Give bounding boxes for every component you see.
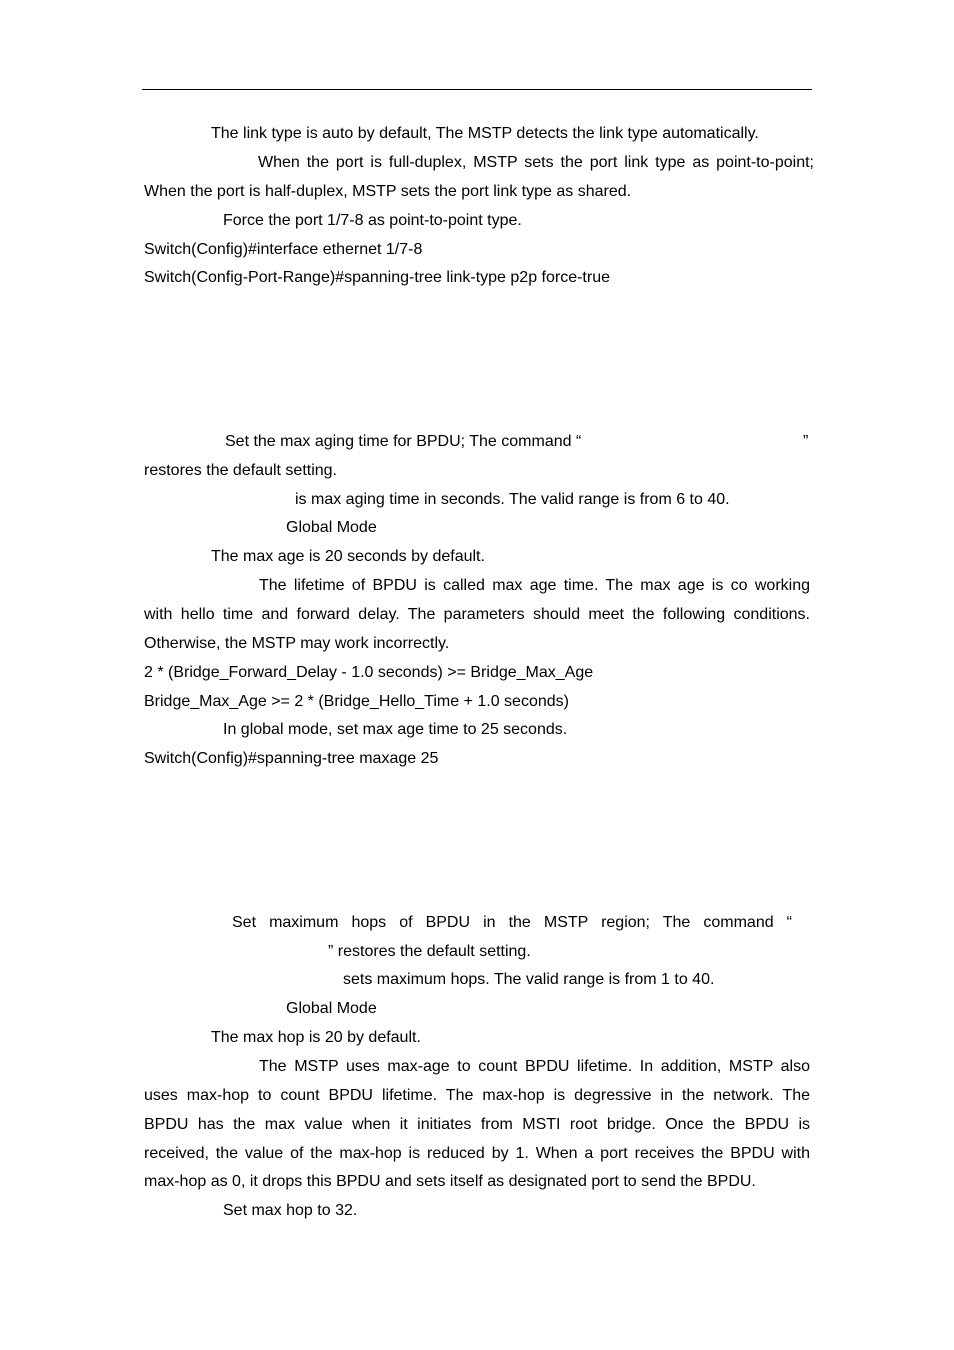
sec3-example: Set max hop to 32.: [223, 1202, 358, 1219]
sec2-function-line2: restores the default setting.: [144, 462, 337, 479]
sec3-parameter: sets maximum hops. The valid range is from 1 to 40.: [343, 971, 715, 988]
sec2-usage-line3: Otherwise, the MSTP may work incorrectly.: [144, 635, 450, 652]
sec2-function-b: ”: [803, 433, 809, 450]
sec2-formula-2: Bridge_Max_Age >= 2 * (Bridge_Hello_Time + 1.0 seconds): [144, 693, 569, 710]
sec2-mode: Global Mode: [286, 519, 377, 536]
sec1-usage-line2: When the port is half-duplex, MSTP sets the port link type as shared.: [144, 183, 632, 200]
sec2-usage-line1: The lifetime of BPDU is called max age time. The max age is co working: [259, 577, 810, 594]
sec1-default: The link type is auto by default, The MSTP detects the link type automatically.: [211, 125, 759, 142]
sec3-usage-line2: uses max-hop to count BPDU lifetime. The max-hop is degressive in the network. The: [144, 1087, 810, 1104]
sec3-mode: Global Mode: [286, 1000, 377, 1017]
sec3-default: The max hop is 20 by default.: [211, 1029, 421, 1046]
sec3-usage-line5: max-hop as 0, it drops this BPDU and sets itself as designated port to send the BPDU.: [144, 1173, 756, 1190]
sec2-usage-line2: with hello time and forward delay. The parameters should meet the following conditions.: [144, 606, 810, 623]
sec2-parameter: is max aging time in seconds. The valid range is from 6 to 40.: [295, 491, 730, 508]
sec1-example: Force the port 1/7-8 as point-to-point type.: [223, 212, 522, 229]
sec3-usage-line4: received, the value of the max-hop is reduced by 1. When a port receives the BPDU with: [144, 1145, 810, 1162]
sec3-function-line2: ” restores the default setting.: [328, 943, 531, 960]
sec1-usage-line1: When the port is full-duplex, MSTP sets the port link type as point-to-point;: [258, 154, 814, 171]
sec3-function-line1: Set maximum hops of BPDU in the MSTP region; The command “: [232, 914, 792, 931]
sec1-command-1: Switch(Config)#interface ethernet 1/7-8: [144, 241, 423, 258]
sec3-usage-line1: The MSTP uses max-age to count BPDU lifetime. In addition, MSTP also: [259, 1058, 810, 1075]
header-rule: [142, 89, 812, 90]
sec2-default: The max age is 20 seconds by default.: [211, 548, 485, 565]
sec2-function-a: Set the max aging time for BPDU; The command “: [225, 433, 582, 450]
sec2-command: Switch(Config)#spanning-tree maxage 25: [144, 750, 439, 767]
sec2-formula-1: 2 * (Bridge_Forward_Delay - 1.0 seconds) >= Bridge_Max_Age: [144, 664, 594, 681]
sec3-usage-line3: BPDU has the max value when it initiates from MSTI root bridge. Once the BPDU is: [144, 1116, 810, 1133]
sec1-command-2: Switch(Config-Port-Range)#spanning-tree link-type p2p force-true: [144, 269, 610, 286]
sec2-example: In global mode, set max age time to 25 seconds.: [223, 721, 568, 738]
